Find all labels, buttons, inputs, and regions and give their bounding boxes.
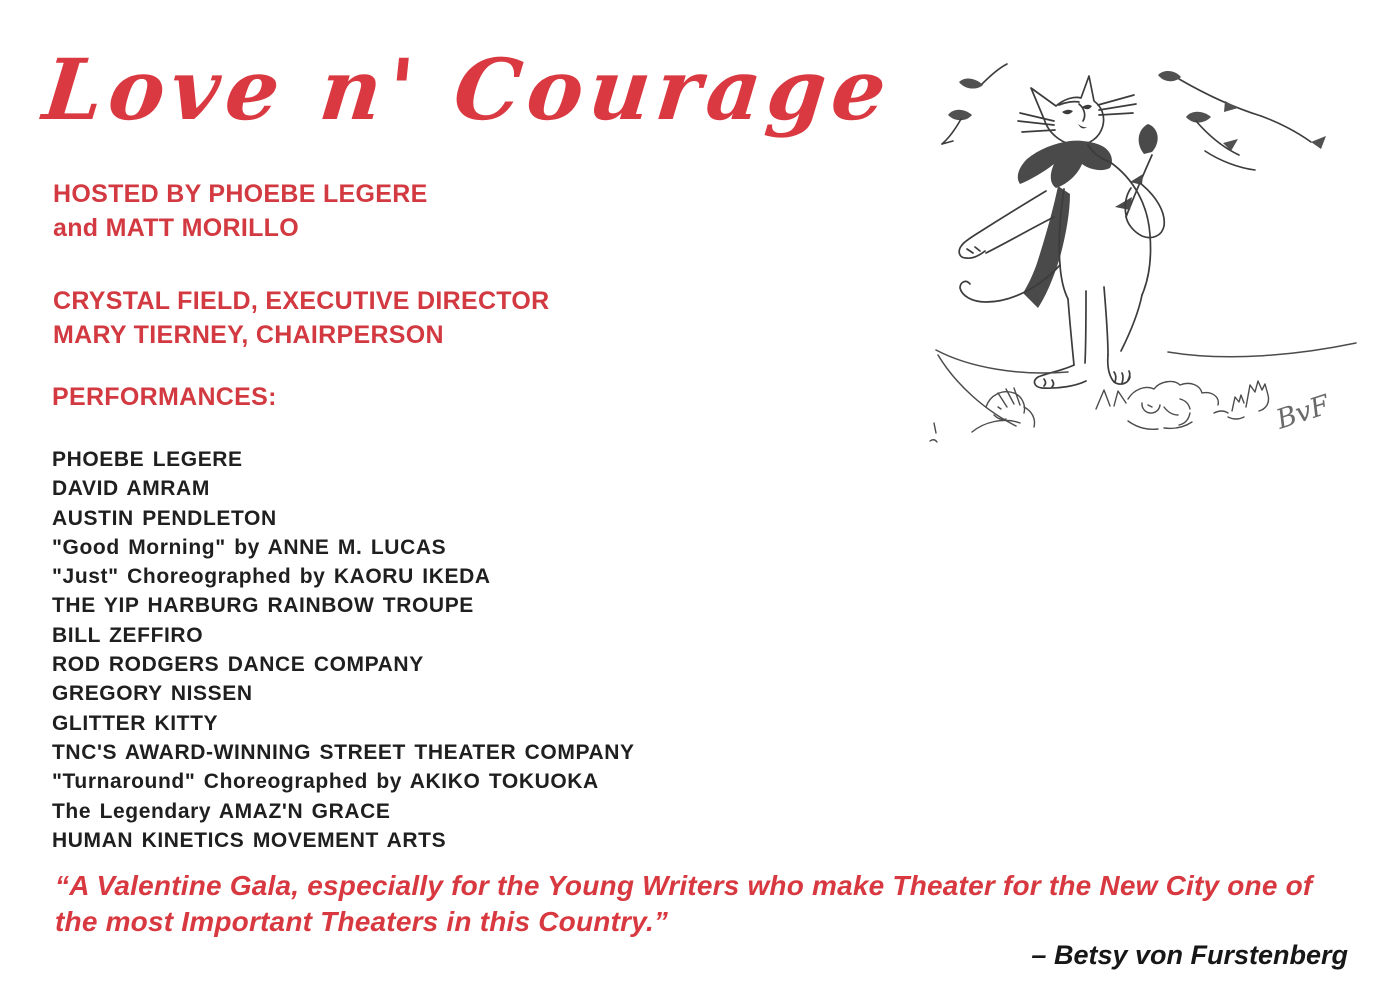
performances-heading: PERFORMANCES: xyxy=(52,383,277,411)
performance-item: "Good Morning" by ANNE M. LUCAS xyxy=(52,535,447,559)
valentine-gala-quote: “A Valentine Gala, especially for the Young Writers who make Theater for the New City one of the most Important Theaters in this Country.” xyxy=(55,870,1313,937)
performance-item: AUSTIN PENDLETON xyxy=(52,506,277,530)
performances-list xyxy=(52,445,635,855)
performance-item: PHOEBE LEGERE xyxy=(52,448,243,471)
credit-executive-director: CRYSTAL FIELD, EXECUTIVE DIRECTOR xyxy=(53,287,550,315)
quote-attribution: – Betsy von Furstenberg xyxy=(1031,940,1348,970)
performance-item: THE YIP HARBURG RAINBOW TROUPE xyxy=(52,594,474,618)
performance-item: The Legendary AMAZ'N GRACE xyxy=(52,799,391,823)
performance-item: HUMAN KINETICS MOVEMENT ARTS xyxy=(52,828,447,852)
credit-chairperson: MARY TIERNEY, CHAIRPERSON xyxy=(53,321,444,349)
flowers-top-left xyxy=(942,64,1007,144)
flowers-right xyxy=(1158,71,1326,170)
audience-sketch xyxy=(930,381,1269,442)
credits-block xyxy=(53,284,550,352)
performance-item: GLITTER KITTY xyxy=(52,711,219,735)
performance-item: DAVID AMRAM xyxy=(52,477,210,501)
hosted-line-2: and MATT MORILLO xyxy=(53,214,299,242)
performance-item: GREGORY NISSEN xyxy=(52,682,253,706)
artist-signature: BvF xyxy=(1272,389,1334,436)
performance-item: BILL ZEFFIRO xyxy=(52,623,204,647)
cat-bow-scarf xyxy=(1018,141,1112,308)
hosted-line-1: HOSTED BY PHOEBE LEGERE xyxy=(53,180,428,208)
hosted-by-block xyxy=(53,177,428,245)
cat-with-rose-illustration xyxy=(928,55,1363,460)
performance-item: "Turnaround" Choreographed by AKIKO TOKUOKA xyxy=(52,770,599,794)
performance-item: "Just" Choreographed by KAORU IKEDA xyxy=(52,565,491,589)
performance-item: TNC'S AWARD-WINNING STREET THEATER COMPANY xyxy=(52,740,635,764)
cat-drawing-svg xyxy=(928,55,1363,460)
performance-item: ROD RODGERS DANCE COMPANY xyxy=(52,653,424,677)
page-title: Love n' Courage xyxy=(38,40,897,139)
cat-head xyxy=(1018,76,1136,145)
